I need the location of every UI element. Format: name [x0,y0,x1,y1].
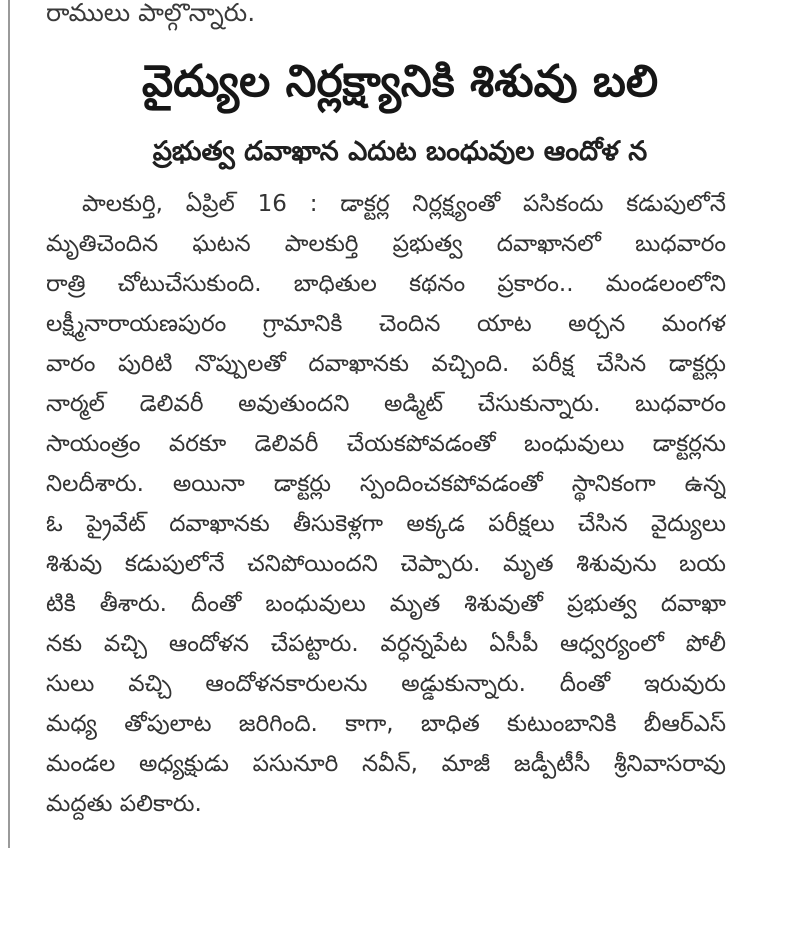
body-line: మృతిచెందిన ఘటన పాలకుర్తి ప్రభుత్వ దవాఖానలో బుధవారం [46,231,726,257]
body-line: మండల అధ్యక్షుడు పసునూరి నవీన్, మాజీ జడ్పీటీసీ శ్రీనివాసరావు [46,751,726,777]
article-headline: వైద్యుల నిర్లక్ష్యానికి శిశువు బలి [141,56,659,107]
body-line: సులు వచ్చి ఆందోళనకారులను అడ్డుకున్నారు. దీంతో ఇరువురు [46,671,726,697]
body-line: శిశువు కడుపులోనే చనిపోయిందని చెప్పారు. మృత శిశువును బయ [46,551,726,577]
body-line: ఓ ప్రైవేట్ దవాఖానకు తీసుకెళ్లగా అక్కడ పరీక్షలు చేసిన వైద్యులు [46,511,726,537]
column-divider [8,0,10,848]
body-line: మద్దతు పలికారు. [46,791,202,817]
body-line: రాత్రి చోటుచేసుకుంది. బాధితుల కథనం ప్రకారం.. మండలంలోని [46,271,726,297]
body-line: వారం పురిటి నొప్పులతో దవాఖానకు వచ్చింది. పరీక్ష చేసిన డాక్టర్లు [46,351,726,377]
previous-article-fragment: రాములు పాల్గొన్నారు. [46,0,256,27]
body-line: మధ్య తోపులాట జరిగింది. కాగా, బాధిత కుటుంబానికి బీఆర్ఎస్ [46,711,726,737]
body-line: టికి తీశారు. దీంతో బంధువులు మృత శిశువుతో ప్రభుత్వ దవాఖా [46,591,726,617]
article-body [46,184,726,824]
body-line: నార్మల్ డెలివరీ అవుతుందని అడ్మిట్ చేసుకున్నారు. బుధవారం [46,391,726,417]
body-line: పాలకుర్తి, ఏప్రిల్ 16 : డాక్టర్ల నిర్లక్ష్యంతో పసికందు కడుపులోనే [82,191,726,217]
body-line: సాయంత్రం వరకూ డెలివరీ చేయకపోవడంతో బంధువులు డాక్టర్లను [46,431,726,457]
body-line: నిలదీశారు. అయినా డాక్టర్లు స్పందించకపోవడంతో స్థానికంగా ఉన్న [46,471,726,497]
body-line: నకు వచ్చి ఆందోళన చేపట్టారు. వర్ధన్నపేట ఏసీపీ ఆధ్వర్యంలో పోలీ [46,631,726,657]
article-subheadline: ప్రభుత్వ దవాఖాన ఎదుట బంధువుల ఆందోళ న [152,136,648,167]
body-line: లక్ష్మీనారాయణపురం గ్రామానికి చెందిన యాట అర్చన మంగళ [46,311,726,337]
